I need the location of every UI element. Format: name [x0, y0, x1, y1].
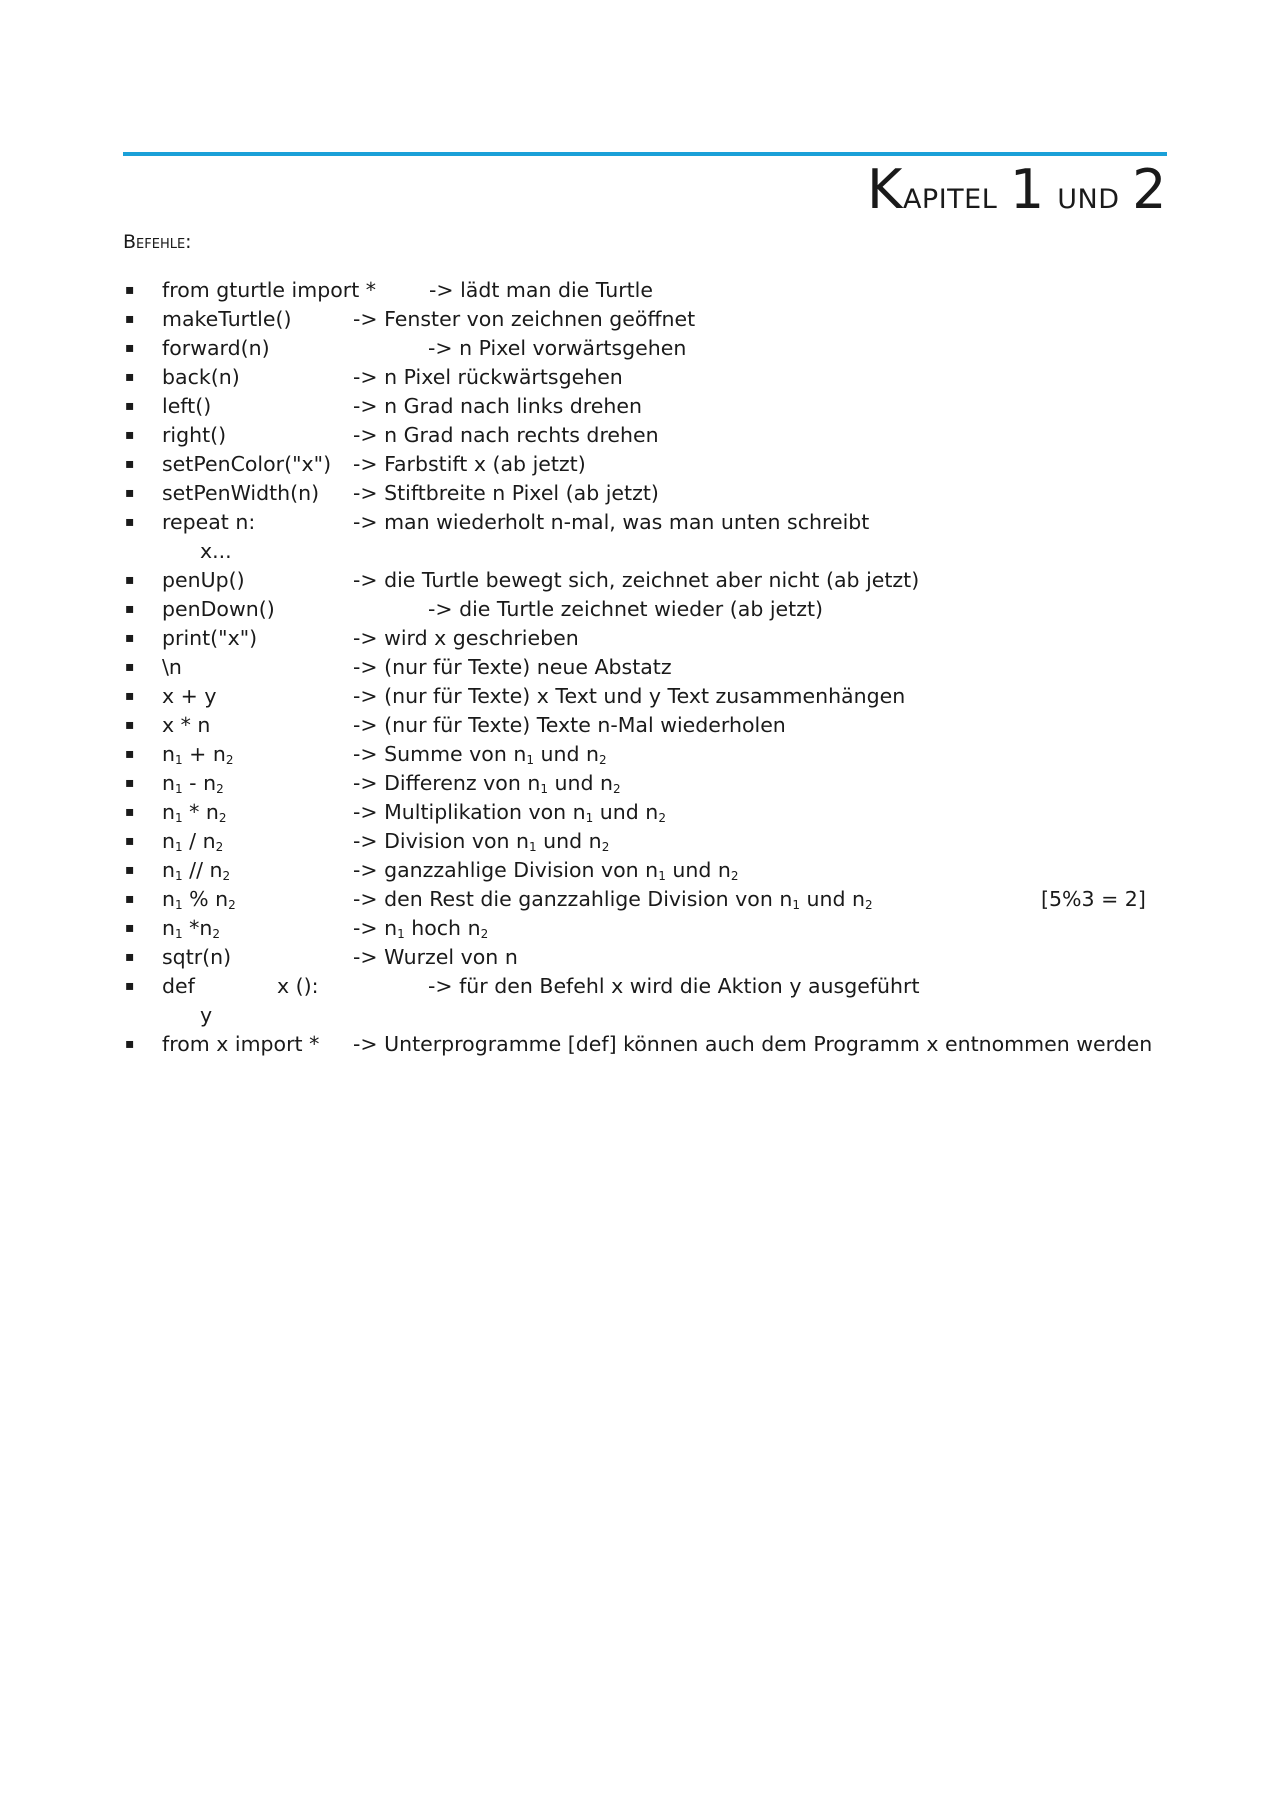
command: $n_1 // n_2$	[162, 858, 231, 883]
description: -> Stiftbreite n Pixel (ab jetzt)	[353, 481, 659, 505]
command: forward(n)	[162, 336, 270, 360]
bullet-icon: ▪	[125, 833, 135, 849]
command: def x ():	[162, 974, 319, 998]
description: -> Fenster von zeichnen geöffnet	[353, 307, 696, 331]
bullet-icon: ▪	[125, 311, 135, 327]
description: -> $n_1$ hoch $n_2$	[353, 916, 489, 941]
description: -> n Pixel rückwärtsgehen	[353, 365, 623, 389]
description: -> man wiederholt n-mal, was man unten schreibt	[353, 510, 870, 534]
bullet-icon: ▪	[125, 630, 135, 646]
list-item	[123, 276, 1167, 305]
description: -> Farbstift x (ab jetzt)	[353, 452, 586, 476]
bullet-icon: ▪	[125, 456, 135, 472]
bullet-icon: ▪	[125, 340, 135, 356]
bullet-icon: ▪	[125, 601, 135, 617]
command: \n	[162, 655, 182, 679]
list-item	[123, 856, 1167, 885]
command: penDown()	[162, 597, 275, 621]
command: $n_1 / n_2$	[162, 829, 224, 854]
header-rule	[123, 152, 1167, 156]
bullet-icon: ▪	[125, 949, 135, 965]
bullet-icon: ▪	[125, 746, 135, 762]
description: -> Differenz von $n_1$ und $n_2$	[353, 771, 621, 796]
bullet-icon: ▪	[125, 398, 135, 414]
list-item	[123, 653, 1167, 682]
description: -> Division von $n_1$ und $n_2$	[353, 829, 610, 854]
description: -> Wurzel von n	[353, 945, 518, 969]
description: -> ganzzahlige Division von $n_1$ und $n_2$	[353, 858, 739, 883]
command: $n_1$ $*n_2$	[162, 916, 221, 941]
bullet-icon: ▪	[125, 369, 135, 385]
bullet-icon: ▪	[125, 775, 135, 791]
list-item	[123, 798, 1167, 827]
bullet-icon: ▪	[125, 717, 135, 733]
command: left()	[162, 394, 212, 418]
description: -> (nur für Texte) neue Abstatz	[353, 655, 672, 679]
list-item	[123, 943, 1167, 972]
list-item	[123, 682, 1167, 711]
command: right()	[162, 423, 227, 447]
list-item	[123, 566, 1167, 595]
bullet-icon: ▪	[125, 659, 135, 675]
bullet-icon: ▪	[125, 1036, 135, 1052]
list-item	[123, 1030, 1167, 1059]
description: -> den Rest die ganzzahlige Division von $n_1$ und $n_2$	[353, 887, 873, 912]
command: x + y	[162, 684, 217, 708]
bullet-icon: ▪	[125, 485, 135, 501]
description: -> Summe von $n_1$ und $n_2$	[353, 742, 607, 767]
description: -> (nur für Texte) x Text und y Text zusammenhängen	[353, 684, 906, 708]
description: -> lädt man die Turtle	[429, 278, 653, 302]
list-item	[123, 914, 1167, 943]
list-item	[123, 421, 1167, 450]
command: repeat n:	[162, 510, 256, 534]
command: penUp()	[162, 568, 245, 592]
continuation: y	[200, 1003, 213, 1027]
list-item	[123, 885, 1167, 914]
description: -> die Turtle zeichnet wieder (ab jetzt)	[428, 597, 823, 621]
list-item	[123, 479, 1167, 508]
command: sqtr(n)	[162, 945, 232, 969]
list-item	[123, 450, 1167, 479]
bullet-icon: ▪	[125, 804, 135, 820]
list-item	[123, 972, 1167, 1030]
section-label: Befehle:	[123, 231, 192, 253]
bullet-icon: ▪	[125, 572, 135, 588]
list-item	[123, 624, 1167, 653]
bullet-icon: ▪	[125, 862, 135, 878]
page-title: Kapitel 1 und 2	[867, 158, 1167, 221]
description: -> n Pixel vorwärtsgehen	[428, 336, 687, 360]
bullet-icon: ▪	[125, 427, 135, 443]
bullet-icon: ▪	[125, 282, 135, 298]
command-list	[123, 276, 1167, 1059]
command: print("x")	[162, 626, 258, 650]
bullet-icon: ▪	[125, 891, 135, 907]
command: $n_1 * n_2$	[162, 800, 227, 825]
command: from x import *	[162, 1032, 320, 1056]
list-item	[123, 392, 1167, 421]
command: $n_1$ % $n_2$	[162, 887, 236, 912]
list-item	[123, 769, 1167, 798]
list-item	[123, 740, 1167, 769]
description: -> für den Befehl x wird die Aktion y ausgeführt	[428, 974, 920, 998]
list-item	[123, 827, 1167, 856]
description: -> (nur für Texte) Texte n-Mal wiederholen	[353, 713, 786, 737]
command: x * n	[162, 713, 211, 737]
list-item	[123, 508, 1167, 566]
command: $n_1 - n_2$	[162, 771, 224, 796]
command: from gturtle import *	[162, 278, 377, 302]
bullet-icon: ▪	[125, 978, 135, 994]
list-item	[123, 363, 1167, 392]
bullet-icon: ▪	[125, 688, 135, 704]
command: $n_1 + n_2$	[162, 742, 234, 767]
description: -> wird x geschrieben	[353, 626, 579, 650]
bullet-icon: ▪	[125, 514, 135, 530]
list-item	[123, 305, 1167, 334]
description: -> Unterprogramme [def] können auch dem Programm x entnommen werden	[353, 1032, 1153, 1056]
command: makeTurtle()	[162, 307, 292, 331]
list-item	[123, 711, 1167, 740]
continuation: x...	[200, 539, 232, 563]
example-note: [5%3 = 2]	[1041, 887, 1146, 911]
description: -> n Grad nach links drehen	[353, 394, 642, 418]
description: -> die Turtle bewegt sich, zeichnet aber nicht (ab jetzt)	[353, 568, 920, 592]
description: -> n Grad nach rechts drehen	[353, 423, 659, 447]
description: -> Multiplikation von $n_1$ und $n_2$	[353, 800, 666, 825]
command: setPenColor("x")	[162, 452, 332, 476]
list-item	[123, 334, 1167, 363]
command: back(n)	[162, 365, 240, 389]
bullet-icon: ▪	[125, 920, 135, 936]
command: setPenWidth(n)	[162, 481, 320, 505]
list-item	[123, 595, 1167, 624]
